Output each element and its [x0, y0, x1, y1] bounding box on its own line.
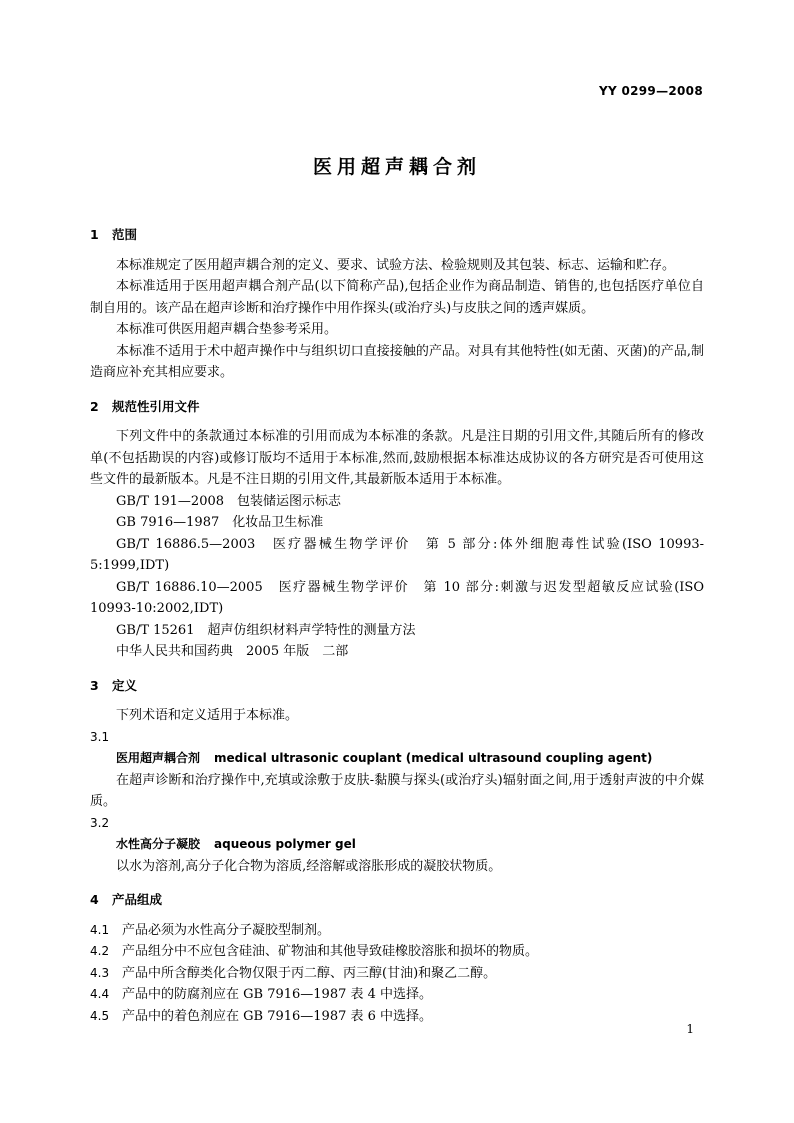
section-heading-scope [90, 224, 704, 246]
scope-paragraph: 本标准不适用于术中超声操作中与组织切口直接接触的产品。对具有其他特性(如无菌、灭菌)的产品,制造商应补充其相应要求。 [90, 343, 704, 380]
term-number: 3.2 [90, 815, 110, 830]
term-name [90, 834, 704, 856]
section-title: 定义 [112, 677, 138, 693]
scope-paragraph: 本标准规定了医用超声耦合剂的定义、要求、试验方法、检验规则及其包装、标志、运输和贮存。 [116, 257, 676, 273]
reference-item: GB/T 16886.5—2003 医疗器械生物学评价 第 5 部分:体外细胞毒性试验(ISO 10993-5:1999,IDT) [90, 536, 704, 573]
term-en: aqueous polymer gel [214, 837, 356, 851]
term-definition: 在超声诊断和治疗操作中,充填或涂敷于皮肤-黏膜与探头(或治疗头)辐射面之间,用于透射声波的中介媒质。 [90, 772, 704, 809]
page-number: 1 [686, 1022, 694, 1036]
section-number: 4 [90, 892, 99, 907]
composition-item [90, 984, 704, 1006]
scope-paragraph: 本标准适用于医用超声耦合剂产品(以下简称产品),包括企业作为商品制造、销售的,也包括医疗单位自制自用的。该产品在超声诊断和治疗操作中用作探头(或治疗头)与皮肤之间的透声媒质。 [90, 279, 704, 316]
item-text: 产品中的着色剂应在 GB 7916—1987 表 6 中选择。 [122, 1008, 433, 1024]
reference-item: GB/T 15261 超声仿组织材料声学特性的测量方法 [116, 622, 416, 638]
section-heading-definitions [90, 675, 704, 697]
term-definition: 以水为溶剂,高分子化合物为溶质,经溶解或溶胀形成的凝胶状物质。 [116, 858, 502, 874]
term-zh: 医用超声耦合剂 [116, 751, 201, 765]
section-number: 1 [90, 227, 99, 242]
definitions-intro: 下列术语和定义适用于本标准。 [116, 708, 299, 723]
term-number: 3.1 [90, 729, 110, 744]
references-intro: 下列文件中的条款通过本标准的引用而成为本标准的条款。凡是注日期的引用文件,其随后所有的修改单(不包括勘误的内容)或修订版均不适用于本标准,然而,鼓励根据本标准达成协议的各方研究是否可使用这些文件的最新版本。凡是不注日期的引用文件,其最新版本适用于本标准。 [90, 429, 704, 487]
item-text: 产品必须为水性高分子凝胶型制剂。 [122, 922, 331, 938]
reference-item: 中华人民共和国药典 2005 年版 二部 [116, 644, 349, 659]
composition-item [90, 920, 704, 942]
section-number: 3 [90, 677, 99, 693]
scope-paragraph: 本标准可供医用超声耦合垫参考采用。 [116, 322, 338, 337]
section-title: 范围 [112, 227, 138, 242]
document-body [90, 224, 704, 1027]
item-number: 4.4 [90, 987, 110, 1001]
section-heading-normative-references [90, 396, 704, 418]
section-number: 2 [90, 398, 99, 414]
section-title: 产品组成 [112, 892, 163, 907]
item-number: 4.2 [90, 944, 110, 958]
composition-item [90, 1006, 704, 1028]
item-text: 产品中所含醇类化合物仅限于丙二醇、丙三醇(甘油)和聚乙二醇。 [122, 965, 497, 981]
reference-item: GB 7916—1987 化妆品卫生标准 [116, 515, 324, 530]
section-heading-product-composition [90, 889, 704, 911]
term-zh: 水性高分子凝胶 [116, 837, 201, 851]
item-text: 产品组分中不应包含硅油、矿物油和其他导致硅橡胶溶胀和损坏的物质。 [122, 944, 539, 959]
term-en: medical ultrasonic couplant (medical ultrasound coupling agent) [214, 751, 653, 765]
term-name [90, 748, 704, 770]
item-number: 4.3 [90, 965, 110, 980]
item-number: 4.5 [90, 1008, 110, 1023]
composition-item [90, 963, 704, 985]
document-title: 医用超声耦合剂 [312, 156, 481, 178]
composition-item [90, 941, 704, 963]
reference-item: GB/T 16886.10—2005 医疗器械生物学评价 第 10 部分:刺激与迟发型超敏反应试验(ISO 10993-10:2002,IDT) [90, 579, 704, 616]
item-number: 4.1 [90, 922, 110, 937]
reference-item: GB/T 191—2008 包装储运图示标志 [116, 493, 342, 509]
section-title: 规范性引用文件 [112, 398, 200, 414]
standard-number: YY 0299—2008 [599, 84, 703, 98]
item-text: 产品中的防腐剂应在 GB 7916—1987 表 4 中选择。 [122, 987, 433, 1002]
